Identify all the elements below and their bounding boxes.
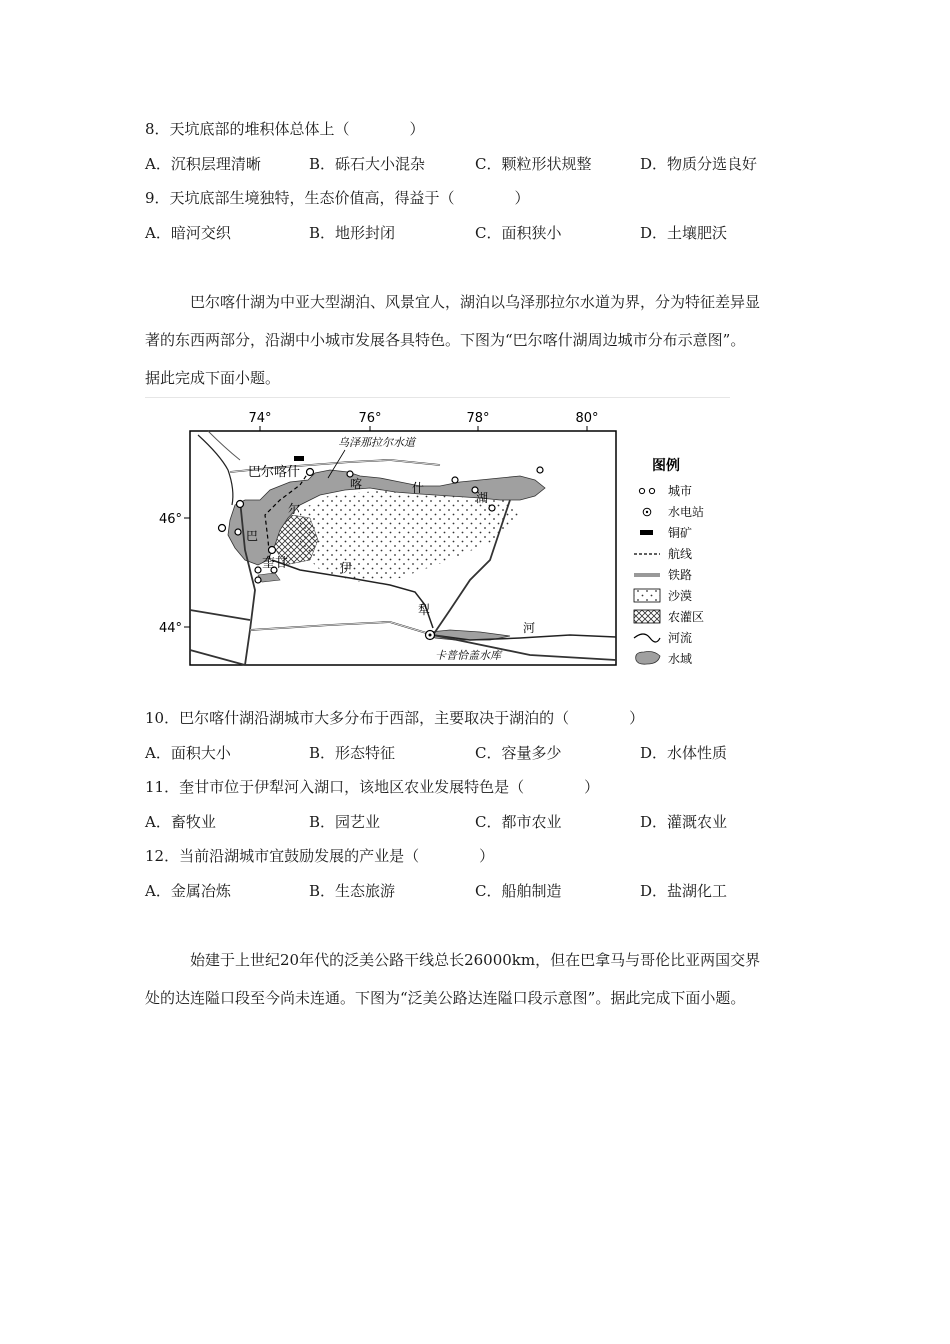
passage-1-line-1: 巴尔喀什湖为中亚大型湖泊、风景宜人，湖泊以乌泽那拉尔水道为界，分为特征差异显	[190, 293, 761, 311]
option-d: D．水体性质	[640, 744, 728, 762]
label-reservoir: 卡普恰盖水库	[435, 649, 501, 662]
question-11-stem: 11．奎甘市位于伊犁河入湖口，该地区农业发展特色是（ ）	[145, 778, 600, 796]
desert-icon	[634, 589, 660, 602]
option-a: A．畜牧业	[145, 813, 216, 831]
question-10-stem: 10．巴尔喀什湖沿湖城市大多分布于西部，主要取决于湖泊的（ ）	[145, 709, 645, 727]
svg-text:河流: 河流	[668, 631, 693, 645]
option-d: D．物质分选良好	[640, 155, 758, 173]
water-area-icon	[636, 652, 660, 665]
label-kuigan: 奎甘	[262, 556, 289, 571]
city-balkhash	[307, 469, 314, 476]
lat-label-44: 44°	[158, 621, 182, 636]
option-a: A．金属冶炼	[145, 882, 231, 900]
lake-char-1: 巴	[246, 529, 259, 543]
option-c: C．颗粒形状规整	[475, 155, 592, 173]
option-d: D．土壤肥沃	[640, 224, 728, 242]
option-d: D．盐湖化工	[640, 882, 728, 900]
lat-label-46: 46°	[158, 512, 182, 527]
balkhash-map	[150, 400, 730, 675]
option-b: B．园艺业	[309, 813, 381, 831]
passage-2-line-2: 处的达连隘口段至今尚未连通。下图为“泛美公路达连隘口段示意图”。据此完成下面小题。	[145, 989, 746, 1007]
map-legend	[634, 457, 704, 666]
option-c: C．容量多少	[475, 744, 562, 762]
option-a: A．面积大小	[145, 744, 231, 762]
option-d: D．灌溉农业	[640, 813, 728, 831]
svg-text:航线: 航线	[668, 547, 693, 561]
lake-char-5: 湖	[476, 491, 489, 505]
copper-mine-marker	[294, 456, 304, 461]
lake-char-2: 尔	[288, 502, 301, 516]
label-channel: 乌泽那拉尔水道	[338, 436, 415, 449]
svg-text:水电站: 水电站	[668, 505, 705, 519]
legend-title: 图例	[652, 458, 680, 474]
question-9-stem: 9．天坑底部生境独特，生态价值高，得益于（ ）	[145, 189, 530, 207]
option-b: B．形态特征	[309, 744, 396, 762]
option-a: A．暗河交织	[145, 224, 231, 242]
river-char-2: 犁	[418, 603, 431, 617]
lake-char-3: 喀	[350, 477, 363, 491]
svg-text:城市: 城市	[668, 484, 693, 498]
option-a: A．沉积层理清晰	[145, 155, 261, 173]
option-c: C．面积狭小	[475, 224, 562, 242]
river-icon	[634, 634, 660, 642]
lon-label-80: 80°	[575, 411, 599, 426]
irrigation-area-icon	[634, 610, 660, 623]
option-b: B．地形封闭	[309, 224, 396, 242]
copper-mine-icon	[640, 530, 653, 535]
divider	[145, 397, 730, 398]
lake-char-4: 什	[412, 481, 425, 495]
svg-text:铜矿: 铜矿	[668, 526, 693, 540]
option-c: C．船舶制造	[475, 882, 562, 900]
svg-text:水域: 水域	[668, 652, 693, 666]
lon-label-74: 74°	[248, 411, 272, 426]
svg-text:沙漠: 沙漠	[668, 589, 693, 603]
option-b: B．生态旅游	[309, 882, 396, 900]
svg-text:农灌区: 农灌区	[668, 610, 705, 624]
lon-label-78: 78°	[466, 411, 490, 426]
option-c: C．都市农业	[475, 813, 562, 831]
question-8-stem: 8．天坑底部的堆积体总体上（ ）	[145, 120, 425, 138]
passage-2-line-1: 始建于上世纪20年代的泛美公路干线总长26000km，但在巴拿马与哥伦比亚两国交界	[190, 951, 761, 969]
river-char-1: 伊	[340, 561, 353, 575]
option-b: B．砾石大小混杂	[309, 155, 426, 173]
lon-label-76: 76°	[358, 411, 382, 426]
passage-1-line-2: 著的东西两部分，沿湖中小城市发展各具特色。下图为“巴尔喀什湖周边城市分布示意图”。	[145, 331, 746, 349]
svg-text:铁路: 铁路	[668, 568, 693, 582]
passage-1-line-3: 据此完成下面小题。	[145, 369, 281, 387]
label-balkhash-city: 巴尔喀什	[248, 465, 301, 480]
river-char-3: 河	[523, 621, 536, 635]
question-12-stem: 12．当前沿湖城市宜鼓励发展的产业是（ ）	[145, 847, 495, 865]
city-icon	[639, 488, 644, 493]
city-kuigan	[269, 547, 276, 554]
